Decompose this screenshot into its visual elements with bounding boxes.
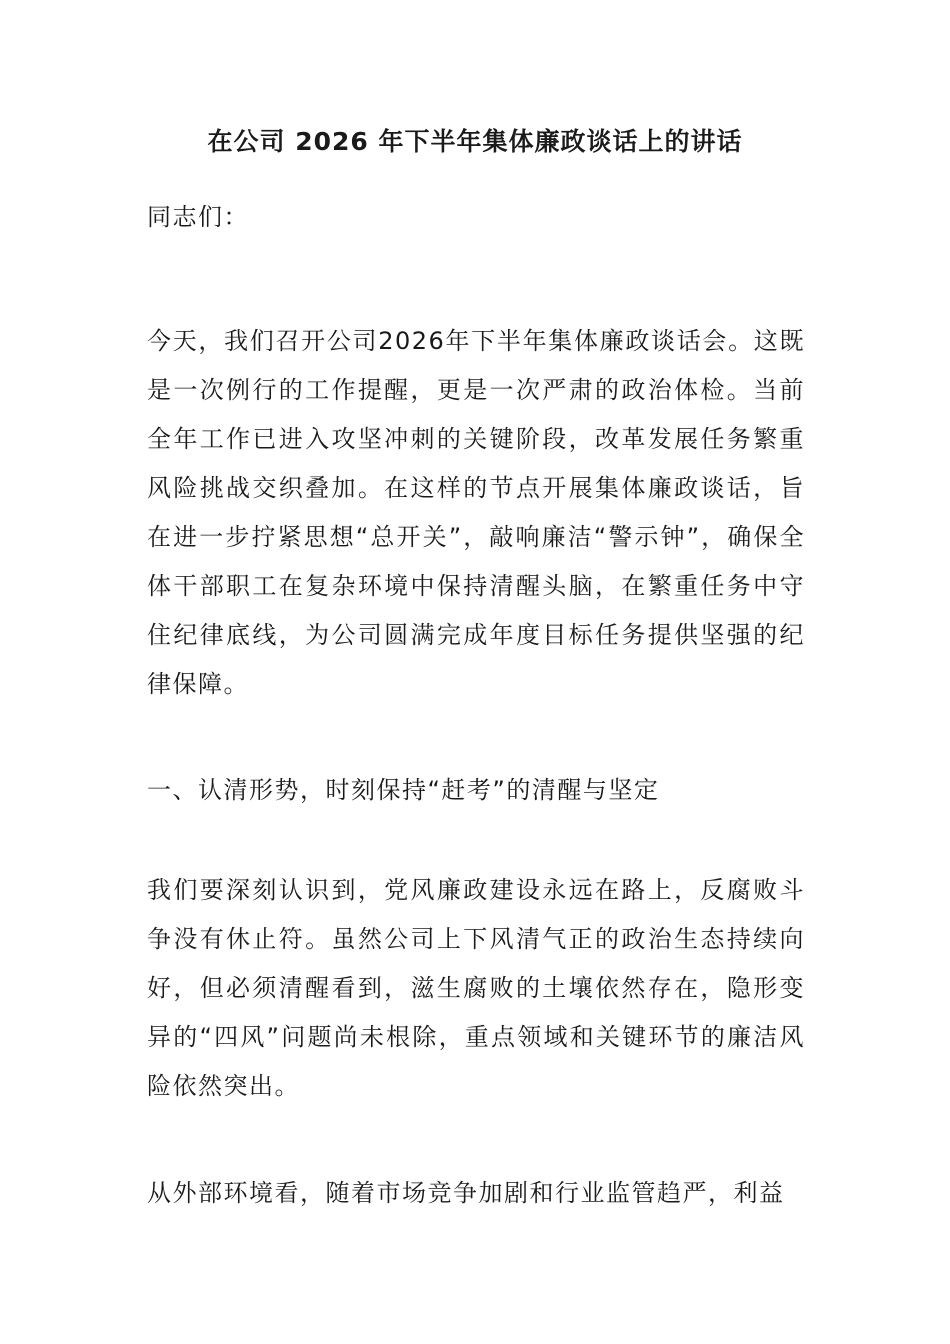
salutation: 同志们： xyxy=(147,203,249,231)
section-heading-1: 一、认清形势，时刻保持“赶考”的清醒与坚定 xyxy=(147,776,660,804)
paragraph-external-environment: 从外部环境看，随着市场竞争加剧和行业监管趋严，利益 xyxy=(147,1179,785,1207)
document-title: 在公司 2026 年下半年集体廉政谈话上的讲话 xyxy=(207,127,743,156)
paragraph-situation: 我们要深刻认识到，党风廉政建设永远在路上，反腐败斗争没有休止符。虽然公司上下风清气正的政治生态持续向好，但必须清醒看到，滋生腐败的土壤依然存在，隐形变异的“四风”问题尚未根除，重点领域和关键环节的廉洁风险依然突出。 xyxy=(147,876,805,1100)
paragraph-intro: 今天，我们召开公司2026年下半年集体廉政谈话会。这既是一次例行的工作提醒，更是一次严肃的政治体检。当前全年工作已进入攻坚冲刺的关键阶段，改革发展任务繁重风险挑战交织叠加。在这样的节点开展集体廉政谈话，旨在进一步拧紧思想“总开关”，敲响廉洁“警示钟”，确保全体干部职工在复杂环境中保持清醒头脑，在繁重任务中守住纪律底线，为公司圆满完成年度目标任务提供坚强的纪律保障。 xyxy=(147,327,805,698)
